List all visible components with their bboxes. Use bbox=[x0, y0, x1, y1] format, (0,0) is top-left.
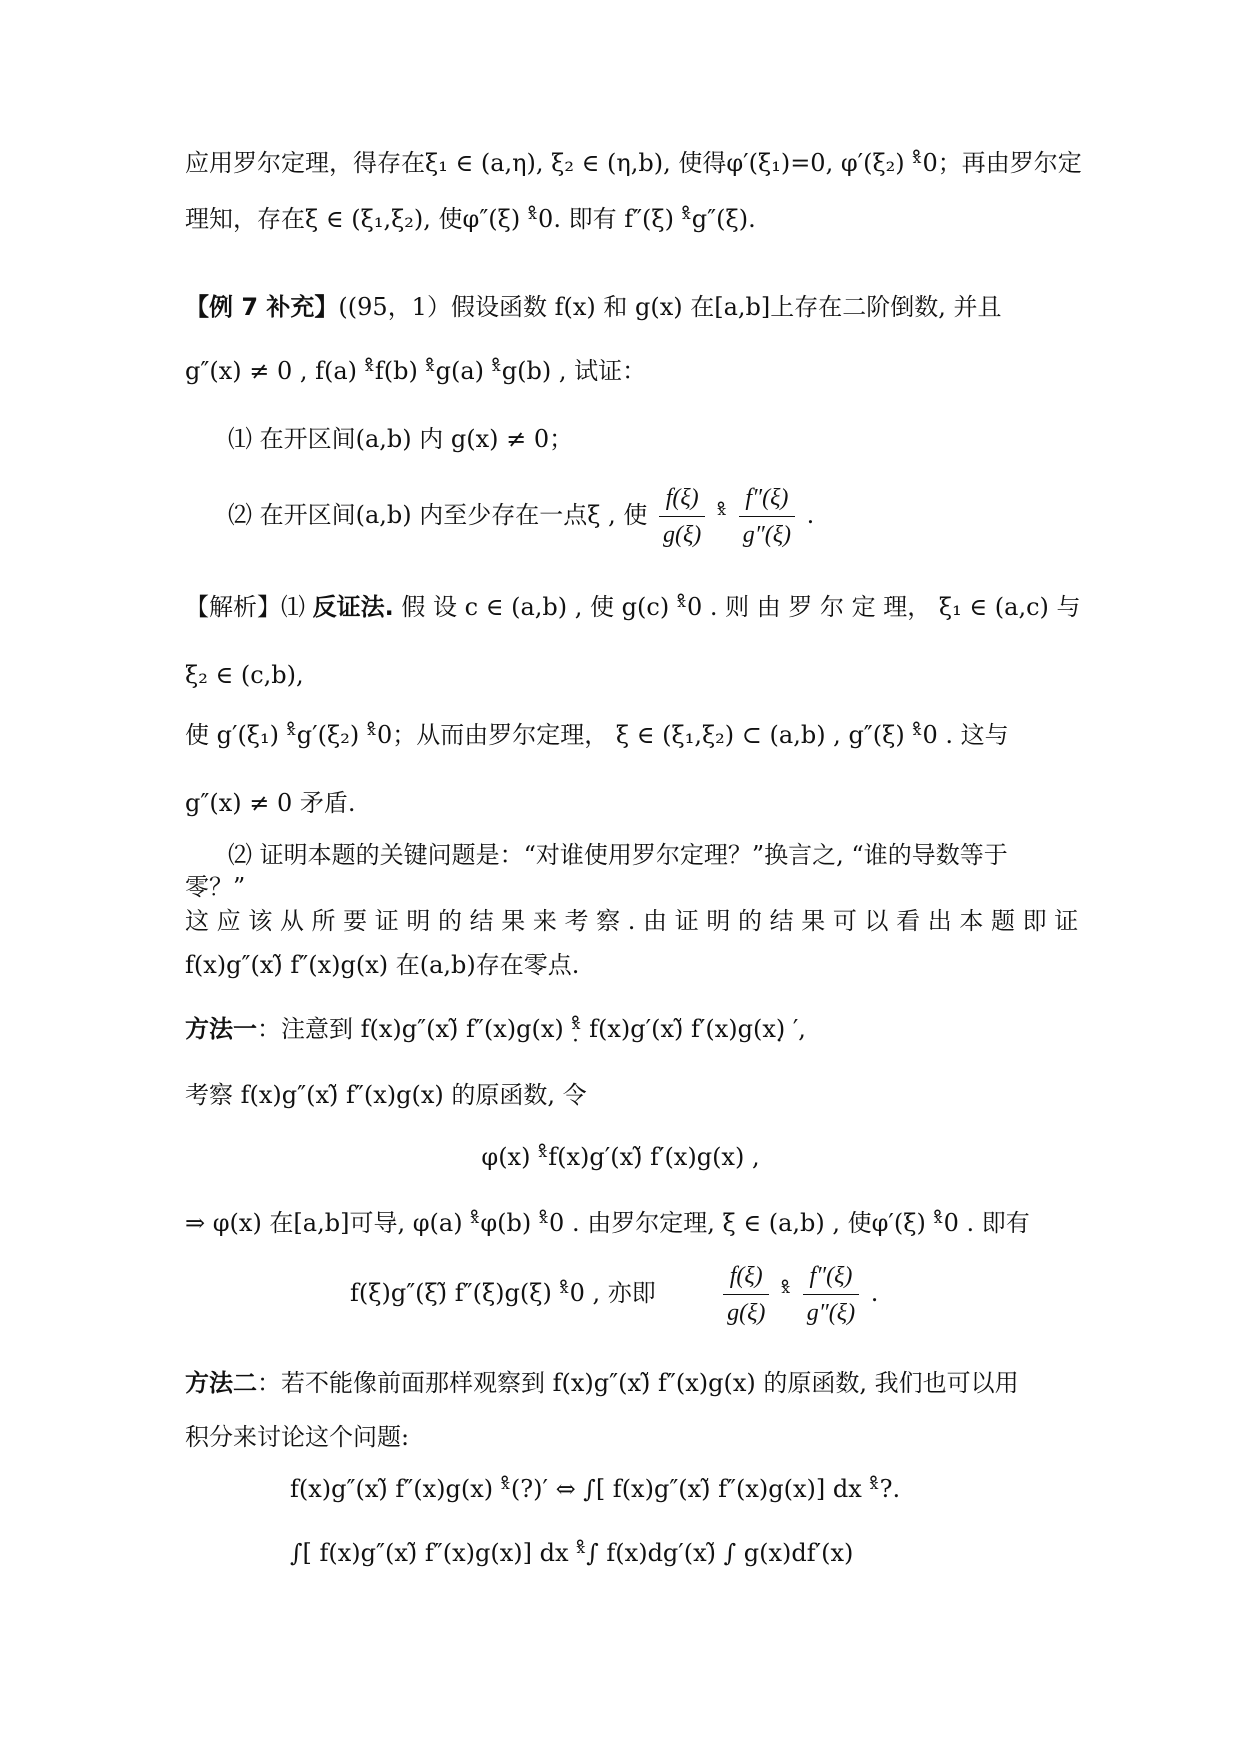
example-heading bbox=[185, 290, 1002, 324]
claim-2 bbox=[228, 480, 814, 553]
method-two-text: ：若不能像前面那样观察到 f(x)g″(x)̃ f″(x)g(x) 的原函数, 我们也可以用 bbox=[257, 1369, 1019, 1397]
fraction-f2-over-g2 bbox=[803, 1258, 859, 1331]
example-statement: ((95，1）假设函数 f(x) 和 g(x) 在[a,b]上存在二阶倒数, 并且 bbox=[338, 293, 1002, 321]
text-line-21: 积分来讨论这个问题: bbox=[185, 1423, 410, 1451]
text-line-12: 零？” bbox=[185, 873, 246, 901]
fraction-f-over-g bbox=[659, 480, 705, 553]
example-label: 【例 7 补充】 bbox=[185, 293, 339, 321]
fraction-denominator: g(ξ) bbox=[663, 522, 702, 548]
method-two-label: 方法二 bbox=[185, 1369, 257, 1397]
text-line-14: f(x)g″(x)̃ f″(x)g(x) 在(a,b)存在零点. bbox=[185, 951, 580, 979]
fraction-f-over-g bbox=[723, 1258, 769, 1331]
text-line-2: 理知，存在ξ ∈ (ξ₁,ξ₂), 使φ″(ξ) ˣ̊0. 即有 f″(ξ) ˣ̊g″(ξ). bbox=[185, 205, 756, 233]
fraction-numerator: f(ξ) bbox=[659, 480, 705, 517]
equals-symbol: ˣ̊ bbox=[780, 1279, 792, 1307]
analysis-label: 【解析】⑴ bbox=[185, 593, 313, 621]
text-line-18: ⇒ φ(x) 在[a,b]可导, φ(a) ˣ̊φ(b) ˣ̊0 . 由罗尔定理, ξ ∈ (a,b) , 使φ′(ξ) ˣ̊0 . 即有 bbox=[185, 1209, 1030, 1237]
equation-integral-1: f(x)g″(x)̃ f″(x)g(x) ˣ̊(?)′ ⇔ ∫[ f(x)g″(x)̃ f″(x)g(x)] dx ˣ̊?. bbox=[290, 1475, 901, 1503]
text-line-4: g″(x) ≠ 0 , f(a) ˣ̊f(b) ˣ̊g(a) ˣ̊g(b) , 试证： bbox=[185, 357, 647, 385]
fraction-numerator: f(ξ) bbox=[723, 1258, 769, 1295]
analysis-text: 假 设 c ∈ (a,b) , 使 g(c) ˣ̊0 . 则 由 罗 尔 定 理， ξ₁ ∈ (a,c) 与 bbox=[393, 593, 1081, 621]
proof-by-contradiction: 反证法. bbox=[312, 593, 394, 621]
text-line-1: 应用罗尔定理，得存在ξ₁ ∈ (a,η), ξ₂ ∈ (η,b), 使得φ′(ξ₁)=0, φ′(ξ₂) ˣ̊0；再由罗尔定 bbox=[185, 149, 1082, 177]
analysis-line-1 bbox=[185, 590, 1081, 624]
claim-2-text: ⑵ 在开区间(a,b) 内至少存在一点ξ , 使 bbox=[228, 501, 648, 529]
equation-phi: φ(x) ˣ̊f(x)g′(x)̃ f′(x)g(x) , bbox=[481, 1143, 760, 1171]
equals-symbol: ˣ̊ bbox=[716, 501, 728, 529]
method-one-line bbox=[185, 1012, 806, 1046]
period: . bbox=[806, 501, 815, 529]
text-line-8: ξ₂ ∈ (c,b), bbox=[185, 661, 304, 689]
fraction-denominator: g″(ξ) bbox=[806, 1300, 856, 1326]
equation-integral-2: ∫[ f(x)g″(x)̃ f″(x)g(x)] dx ˣ̊∫ f(x)dg′(x)̃ ∫ g(x)df′(x) bbox=[290, 1539, 854, 1567]
method-one-text: ：注意到 f(x)g″(x)̃ f″(x)g(x) ˣ̣̊ f(x)g′(x)̃ f′(x)g(x)̣ ′, bbox=[257, 1015, 806, 1043]
text-line-9: 使 g′(ξ₁) ˣ̊g′(ξ₂) ˣ̊0；从而由罗尔定理， ξ ∈ (ξ₁,ξ₂) ⊂ (a,b) , g″(ξ) ˣ̊0 . 这与 bbox=[185, 721, 1009, 749]
method-one-label: 方法一 bbox=[185, 1015, 257, 1043]
text-line-11: ⑵ 证明本题的关键问题是：“对谁使用罗尔定理？”换言之, “谁的导数等于 bbox=[228, 841, 1008, 869]
equation-result bbox=[350, 1258, 878, 1331]
text-line-13: 这 应 该 从 所 要 证 明 的 结 果 来 考 察 . 由 证 明 的 结 果 可 以 看 出 本 题 即 证 bbox=[185, 907, 1079, 935]
text-line-10: g″(x) ≠ 0 矛盾. bbox=[185, 789, 356, 817]
method-two-line bbox=[185, 1366, 1019, 1400]
fraction-denominator: g(ξ) bbox=[727, 1300, 766, 1326]
fraction-f2-over-g2 bbox=[739, 480, 795, 553]
fraction-numerator: f″(ξ) bbox=[739, 480, 795, 517]
text-line-16: 考察 f(x)g″(x)̃ f″(x)g(x) 的原函数, 令 bbox=[185, 1081, 587, 1109]
fraction-numerator: f″(ξ) bbox=[803, 1258, 859, 1295]
fraction-denominator: g″(ξ) bbox=[742, 522, 792, 548]
period: . bbox=[870, 1279, 879, 1307]
equation-result-text: f(ξ)g″(ξ)̃ f″(ξ)g(ξ) ˣ̊0 , 亦即 bbox=[350, 1279, 656, 1307]
claim-1: ⑴ 在开区间(a,b) 内 g(x) ≠ 0； bbox=[228, 425, 574, 453]
